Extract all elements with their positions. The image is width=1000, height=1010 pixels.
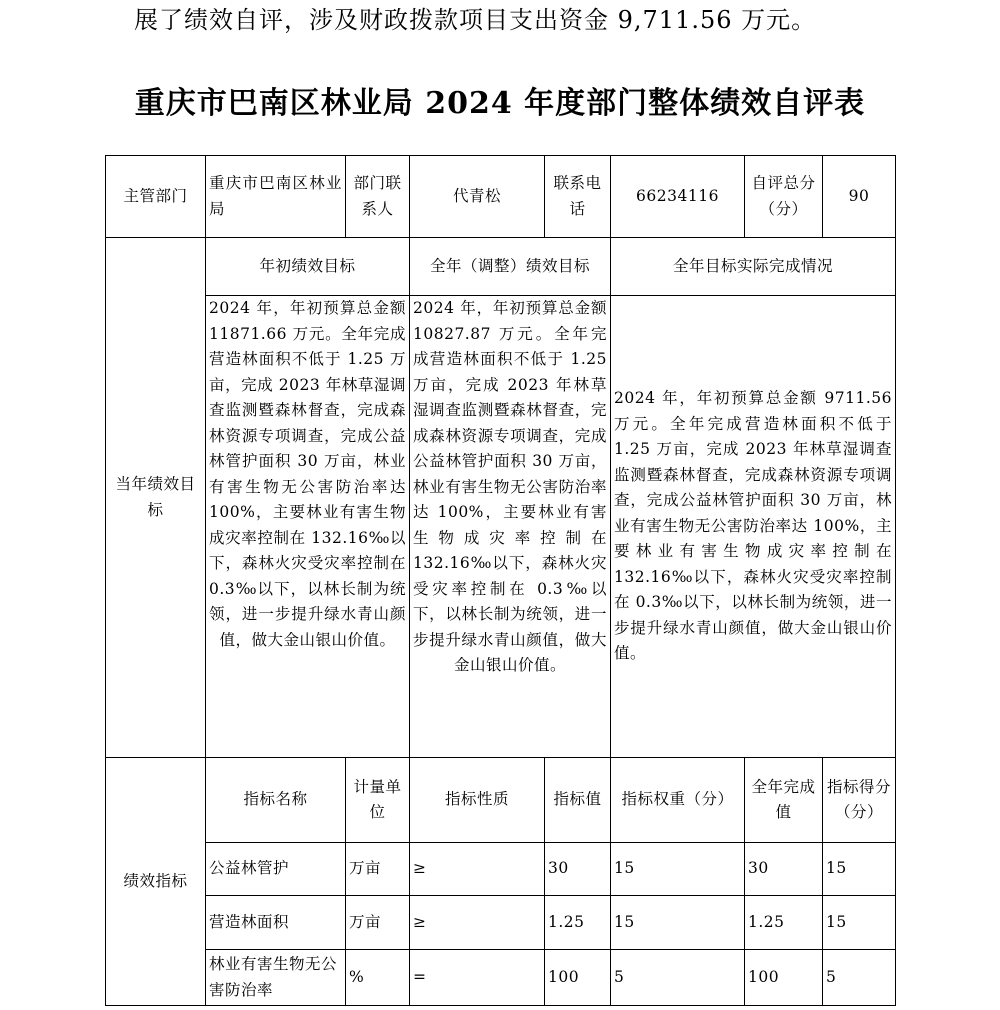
- dept-label: 主管部门: [106, 156, 206, 238]
- indicator-weight: 5: [611, 950, 745, 1006]
- adjusted-goal-text: 2024 年，年初预算总金额 10827.87 万元。全年完成营造林面积不低于 1.25 万亩，完成 2023 年林草湿调查监测暨森林督查，完成森林资源专项调查，完成公益林管护面积 30 万亩，林业有害生物无公害防治率达 100%，主要林业有害生物成灾率控制在 132.16‰以下，森林火灾受灾率控制在 0.3‰以下，以林长制为统领，进一步提升绿水青山颜值，做大金山银山价值。: [410, 296, 611, 758]
- goals-content-row: [106, 296, 896, 758]
- indicator-actual: 30: [745, 843, 823, 896]
- col-actual: 全年完成值: [745, 758, 823, 843]
- col-nature: 指标性质: [410, 758, 545, 843]
- phone-value: 66234116: [611, 156, 745, 238]
- indicator-score: 15: [823, 896, 896, 950]
- table-row: [106, 896, 896, 950]
- initial-goal-text: 2024 年，年初预算总金额 11871.66 万元。全年完成营造林面积不低于 1.25 万亩，完成 2023 年林草湿调查监测暨森林督查，完成森林资源专项调查，完成公益林管护面积 30 万亩，林业有害生物无公害防治率达 100%，主要林业有害生物成灾率控制在 132.16‰以下，森林火灾受灾率控制在 0.3‰以下，以林长制为统领，进一步提升绿水青山颜值，做大金山银山价值。: [206, 296, 410, 758]
- col-target: 指标值: [545, 758, 611, 843]
- dept-value: 重庆市巴南区林业局: [206, 156, 346, 238]
- table-row: [106, 950, 896, 1006]
- actual-goal-header: 全年目标实际完成情况: [611, 238, 896, 296]
- col-indicator-name: 指标名称: [206, 758, 346, 843]
- phone-label: 联系电话: [545, 156, 611, 238]
- header-row: [106, 156, 896, 238]
- indicator-nature: ≥: [410, 843, 545, 896]
- indicator-nature: ≥: [410, 896, 545, 950]
- table-row: [106, 843, 896, 896]
- col-score: 指标得分（分）: [823, 758, 896, 843]
- indicator-weight: 15: [611, 843, 745, 896]
- intro-paragraph: 展了绩效自评，涉及财政拨款项目支出资金 9,711.56 万元。: [134, 6, 817, 34]
- indicator-name: 营造林面积: [206, 896, 346, 950]
- indicator-score: 15: [823, 843, 896, 896]
- contact-value: 代青松: [410, 156, 545, 238]
- indicator-header-row: [106, 758, 896, 843]
- indicator-name: 林业有害生物无公害防治率: [206, 950, 346, 1006]
- adjusted-goal-header: 全年（调整）绩效目标: [410, 238, 611, 296]
- initial-goal-header: 年初绩效目标: [206, 238, 410, 296]
- indicator-target: 1.25: [545, 896, 611, 950]
- indicator-target: 100: [545, 950, 611, 1006]
- indicator-actual: 1.25: [745, 896, 823, 950]
- col-unit: 计量单位: [346, 758, 410, 843]
- page-title: 重庆市巴南区林业局 2024 年度部门整体绩效自评表: [134, 86, 866, 121]
- indicator-unit: %: [346, 950, 410, 1006]
- indicator-weight: 15: [611, 896, 745, 950]
- goals-row-label: 当年绩效目标: [106, 238, 206, 758]
- indicator-unit: 万亩: [346, 896, 410, 950]
- score-value: 90: [823, 156, 896, 238]
- goals-header-row: [106, 238, 896, 296]
- indicator-actual: 100: [745, 950, 823, 1006]
- indicator-nature: =: [410, 950, 545, 1006]
- actual-goal-text: 2024 年，年初预算总金额 9711.56 万元。全年完成营造林面积不低于 1.25 万亩，完成 2023 年林草湿调查监测暨森林督查，完成森林资源专项调查，完成公益林管护面积 30 万亩，林业有害生物无公害防治率达 100%，主要林业有害生物成灾率控制在 132.16‰以下，森林火灾受灾率控制在 0.3‰以下，以林长制为统领，进一步提升绿水青山颜值，做大金山银山价值。: [611, 296, 896, 758]
- score-label: 自评总分（分）: [745, 156, 823, 238]
- col-weight: 指标权重（分）: [611, 758, 745, 843]
- indicator-target: 30: [545, 843, 611, 896]
- indicator-score: 5: [823, 950, 896, 1006]
- indicator-unit: 万亩: [346, 843, 410, 896]
- evaluation-table: [105, 155, 896, 1006]
- indicators-row-label: 绩效指标: [106, 758, 206, 1006]
- contact-label: 部门联系人: [346, 156, 410, 238]
- indicator-name: 公益林管护: [206, 843, 346, 896]
